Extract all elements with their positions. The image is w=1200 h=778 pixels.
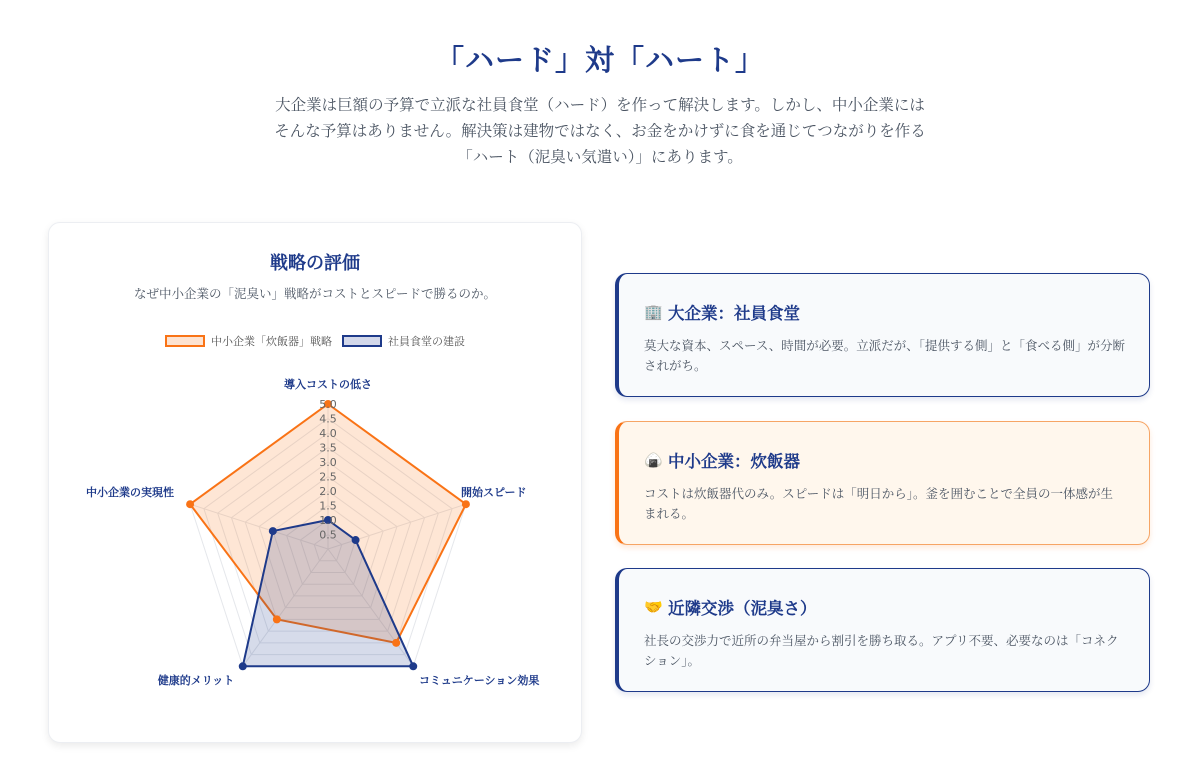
intro-line: 大企業は巨額の予算で立派な社員食堂（ハード）を作って解決します。しかし、中小企業には (275, 96, 925, 114)
chart-title: 戦略の評価 (270, 253, 360, 274)
tick-label: 4.0 (319, 427, 337, 440)
intro-text (200, 92, 1000, 170)
card-neighborhood-negotiation (615, 568, 1150, 692)
data-point (273, 615, 281, 623)
legend-label: 中小企業「炊飯器」戦略 (211, 335, 332, 348)
card-title (644, 595, 1125, 619)
data-point (409, 662, 417, 670)
rice-ball-icon: 🍙 (644, 451, 663, 469)
axis-label: 導入コストの低さ (284, 378, 372, 391)
tick-label: 1.5 (319, 499, 337, 513)
data-point (352, 536, 360, 544)
card-large-company (615, 273, 1150, 397)
card-text: 莫大な資本、スペース、時間が必要。立派だが、「提供する側」と「食べる側」が分断されがち。 (644, 338, 1126, 373)
card-text: 社長の交渉力で近所の弁当屋から割引を勝ち取る。アプリ不要、必要なのは「コネクション」。 (644, 633, 1119, 668)
tick-label: 1.0 (319, 514, 337, 527)
tick-label: 0.5 (319, 528, 337, 542)
office-building-icon: 🏢 (644, 303, 663, 321)
tick-label: 2.5 (319, 470, 337, 484)
data-point (392, 639, 400, 647)
radar-chart (49, 223, 583, 744)
card-title-text: 近隣交渉（泥臭さ） (668, 599, 817, 618)
chart-card (48, 222, 582, 743)
data-point (239, 662, 247, 670)
axis-label: 開始スピード (461, 486, 527, 499)
axis-label: 中小企業の実現性 (86, 486, 174, 499)
handshake-icon: 🤝 (644, 598, 663, 616)
legend-label: 社員食堂の建設 (388, 335, 465, 348)
card-title (644, 448, 1125, 472)
tick-label: 3.5 (319, 441, 337, 455)
card-title-text: 中小企業：炊飯器 (668, 452, 800, 471)
card-small-company (615, 421, 1150, 545)
axis-label: 健康的メリット (157, 674, 235, 687)
card-text: コストは炊飯器代のみ。スピードは「明日から」。釜を囲むことで全員の一体感が生まれる。 (644, 486, 1114, 521)
intro-line: 「ハート（泥臭い気遣い）」にあります。 (457, 148, 743, 166)
tick-label: 2.0 (319, 485, 337, 498)
tick-label: 5.0 (319, 398, 337, 411)
data-point (269, 527, 277, 535)
page-title: 「ハード」対「ハート」 (434, 43, 765, 77)
chart-subtitle: なぜ中小企業の「泥臭い」戦略がコストとスピードで勝るのか。 (133, 286, 496, 301)
tick-label: 3.0 (319, 456, 337, 469)
intro-line: そんな予算はありません。解決策は建物ではなく、お金をかけずに食を通じてつながりを作る (274, 122, 926, 140)
data-point (462, 500, 470, 508)
data-point (186, 500, 194, 508)
axis-label: コミュニケーション効果 (419, 674, 540, 687)
card-title (644, 300, 1125, 324)
card-title-text: 大企業：社員食堂 (668, 304, 800, 323)
tick-label: 4.5 (319, 412, 337, 426)
